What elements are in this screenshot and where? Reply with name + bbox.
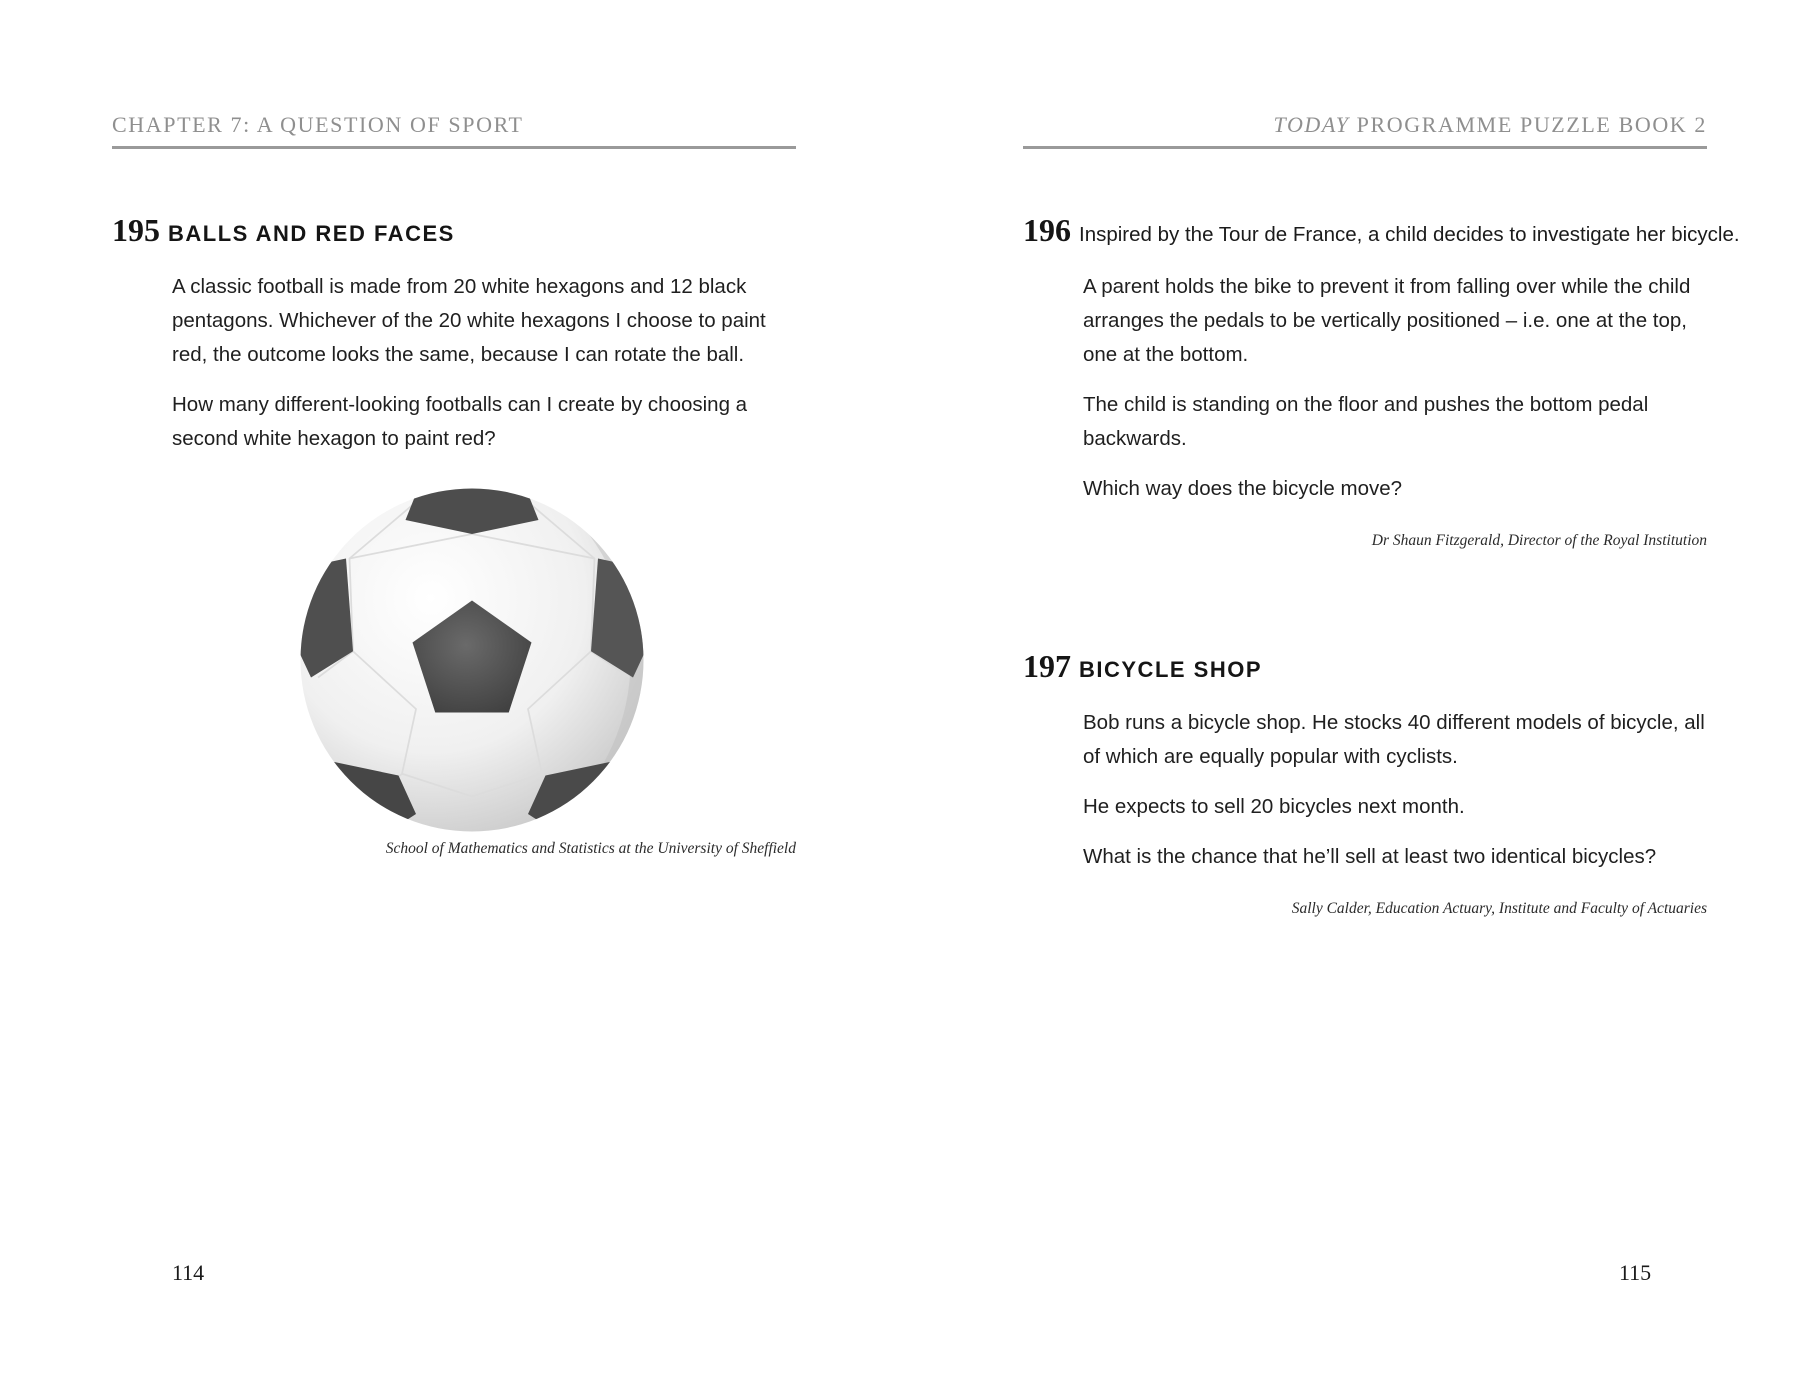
puzzle-195-heading	[112, 212, 455, 249]
puzzle-195-body	[172, 270, 802, 472]
puzzle-title: BICYCLE SHOP	[1079, 657, 1263, 682]
puzzle-number: 196	[1023, 212, 1071, 248]
paragraph: Which way does the bicycle move?	[1083, 477, 1403, 500]
book-title-italic: TODAY	[1273, 112, 1350, 137]
left-page	[0, 0, 903, 1382]
paragraph: He expects to sell 20 bicycles next month.	[1083, 795, 1465, 818]
puzzle-197-body	[1083, 706, 1713, 890]
puzzle-196-heading	[1023, 212, 1740, 249]
puzzle-number: 195	[112, 212, 160, 248]
book-title: PROGRAMME PUZZLE BOOK 2	[1349, 112, 1707, 137]
puzzle-196-body	[1083, 270, 1713, 522]
puzzle-197-heading	[1023, 648, 1262, 685]
puzzle-196-credit: Dr Shaun Fitzgerald, Director of the Royal Institution	[1371, 532, 1707, 549]
paragraph: A parent holds the bike to prevent it from falling over while the child arranges the pedals to be vertically positioned – i.e. one at the top, one at the bottom.	[1083, 275, 1691, 366]
paragraph: A classic football is made from 20 white hexagons and 12 black pentagons. Whichever of the 20 white hexagons I choose to paint red, the outcome looks the same, because I can rotate the ball.	[172, 275, 766, 366]
puzzle-197-credit: Sally Calder, Education Actuary, Institute and Faculty of Actuaries	[1291, 900, 1707, 917]
running-head-right	[1023, 112, 1707, 149]
running-head-left	[112, 112, 796, 149]
puzzle-195-credit: School of Mathematics and Statistics at the University of Sheffield	[385, 840, 796, 857]
paragraph: Bob runs a bicycle shop. He stocks 40 different models of bicycle, all of which are equally popular with cyclists.	[1083, 711, 1705, 768]
page-number-right: 115	[1619, 1260, 1652, 1285]
paragraph: The child is standing on the floor and pushes the bottom pedal backwards.	[1083, 393, 1649, 450]
paragraph: How many different-looking footballs can I create by choosing a second white hexagon to paint red?	[172, 393, 748, 450]
paragraph: What is the chance that he’ll sell at least two identical bicycles?	[1083, 845, 1657, 868]
football-icon	[297, 485, 647, 835]
chapter-title: CHAPTER 7: A QUESTION OF SPORT	[112, 112, 524, 137]
puzzle-196-lead: Inspired by the Tour de France, a child decides to investigate her bicycle.	[1079, 223, 1740, 246]
page-number-left: 114	[172, 1260, 205, 1285]
puzzle-number: 197	[1023, 648, 1071, 684]
right-page	[903, 0, 1807, 1382]
puzzle-title: BALLS AND RED FACES	[168, 221, 455, 246]
